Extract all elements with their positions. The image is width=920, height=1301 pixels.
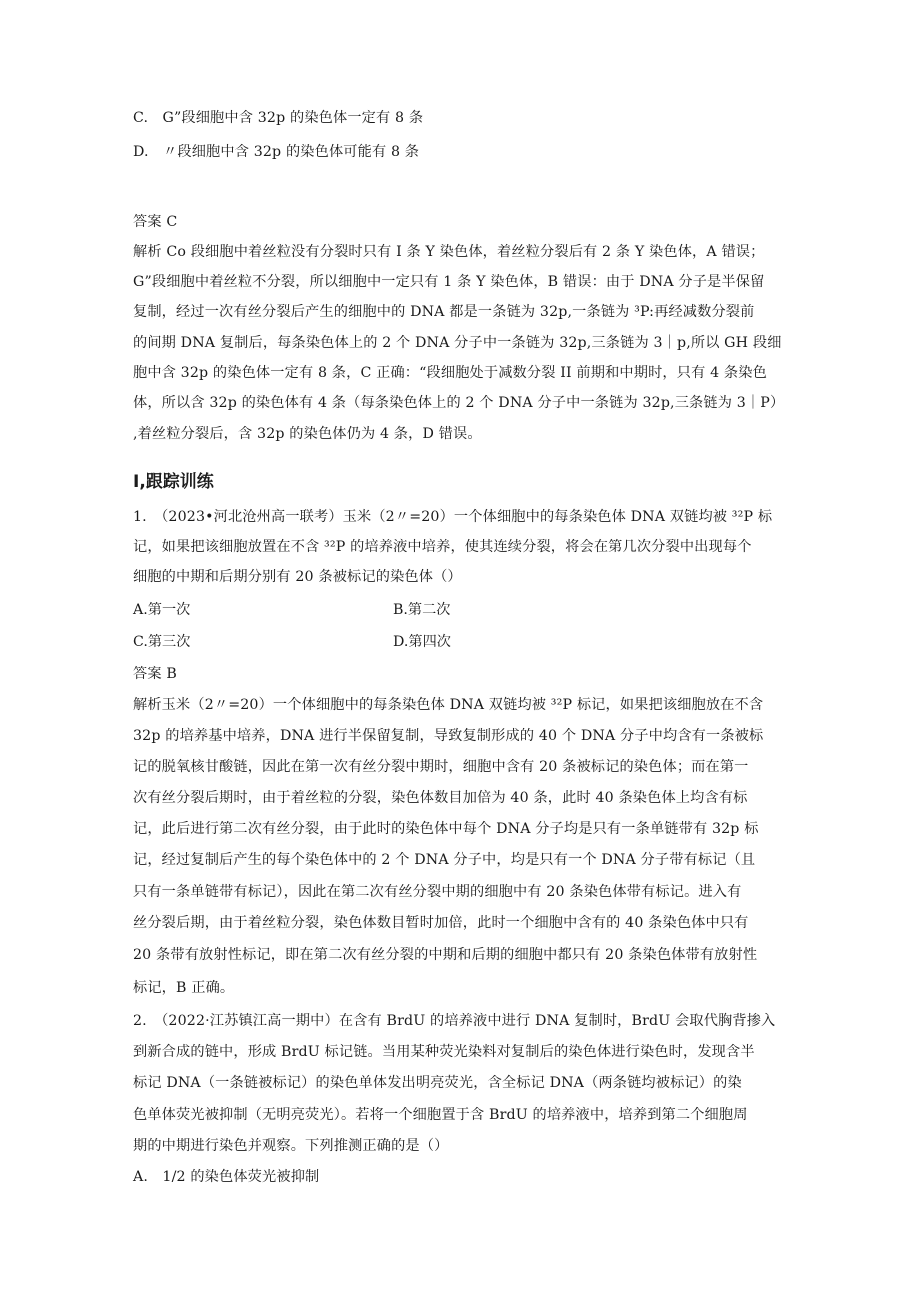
q2-stem-line: 期的中期进行染色并观察。下列推测正确的是（） [133,1138,449,1154]
q1-option-d: D.第四次 [393,634,451,650]
prev-analysis-line: G”段细胞中着丝粒不分裂，所以细胞中一定只有 1 条 Y 染色体，B 错误：由于 DNA 分子是半保留 [133,274,765,290]
q1-analysis-line: 记，经过复制后产生的每个染色体中的 2 个 DNA 分子中，均是只有一个 DNA 分子带有标记（且 [133,852,756,868]
q1-analysis-line: 次有丝分裂后期时，由于着丝粒的分裂，染色体数目加倍为 40 条，此时 40 条染色体上均含有标 [133,790,748,806]
q2-stem-line: 标记 DNA（一条链被标记）的染色单体发出明亮荧光，含全标记 DNA（两条链均被标记）的染 [133,1075,742,1091]
q2-stem-line: 色单体荧光被抑制（无明亮荧光）。若将一个细胞置于含 BrdU 的培养液中，培养到第二个细胞周 [133,1107,748,1123]
prev-analysis-line: 体，所以含 32p 的染色体有 4 条（每条染色体上的 2 个 DNA 分子中一条链为 32p,三条链为 3｜P） [133,395,785,411]
prev-analysis-line: 解析 Co 段细胞中着丝粒没有分裂时只有 I 条 Y 染色体，着丝粒分裂后有 2 条 Y 染色体，A 错误； [133,244,765,260]
q2-stem-line: 到新合成的链中，形成 BrdU 标记链。当用某种荧光染料对复制后的染色体进行染色时，发现含半 [133,1044,755,1060]
q1-answer: 答案 B [133,666,177,682]
q1-stem-line: 细胞的中期和后期分别有 20 条被标记的染色体（） [133,569,462,585]
q1-option-b: B.第二次 [393,602,451,618]
prev-option-d: D. 〃段细胞中含 32p 的染色体可能有 8 条 [133,144,420,160]
q1-analysis-line: 丝分裂后期，由于着丝粒分裂，染色体数目暂时加倍，此时一个细胞中含有的 40 条染色体中只有 [133,915,749,931]
q1-analysis-line: 记的脱氧核甘酸链，因此在第一次有丝分裂中期时，细胞中含有 20 条被标记的染色体；而在第一 [133,759,749,775]
q1-stem-line: 1. （2023•河北沧州高一联考）玉米（2〃=20）一个体细胞中的每条染色体 DNA 双链均被 ³²P 标 [133,509,773,525]
q1-analysis-line: 解析玉米（2〃=20）一个体细胞中的每条染色体 DNA 双链均被 ³²P 标记，如果把该细胞放在不含 [133,697,764,713]
prev-option-c: C. G”段细胞中含 32p 的染色体一定有 8 条 [133,110,424,126]
prev-analysis-line: 复制，经过一次有丝分裂后产生的细胞中的 DNA 都是一条链为 32p,一条链为 ³P:再经减数分裂前 [133,304,755,320]
q2-stem-line: 2. （2022·江苏镇江高一期中）在含有 BrdU 的培养液中进行 DNA 复制时，BrdU 会取代胸背掺入 [133,1013,776,1029]
q1-analysis-line: 32p 的培养基中培养，DNA 进行半保留复制，导致复制形成的 40 个 DNA 分子中均含有一条被标 [133,728,764,744]
section-title: I,跟踪训练 [133,472,214,492]
q1-option-c: C.第三次 [133,634,191,650]
q1-analysis-line: 标记，B 正确。 [133,980,235,996]
q2-option-a: A. 1/2 的染色体荧光被抑制 [133,1169,320,1185]
q1-stem-line: 记，如果把该细胞放置在不含 ³²P 的培养液中培养，使其连续分裂，将会在第几次分裂中出现每个 [133,539,752,555]
prev-analysis-line: 的间期 DNA 复制后，每条染色体上的 2 个 DNA 分子中一条链为 32p,三条链为 3｜p,所以 GH 段细 [133,335,782,351]
q1-option-a: A.第一次 [133,602,191,618]
q1-analysis-line: 只有一条单链带有标记），因此在第二次有丝分裂中期的细胞中有 20 条染色体带有标记。进入有 [133,884,742,900]
prev-analysis-line: ,着丝粒分裂后，含 32p 的染色体仍为 4 条，D 错误。 [133,426,482,442]
q1-analysis-line: 记，此后进行第二次有丝分裂，由于此时的染色体中每个 DNA 分子均是只有一条单链带有 32p 标 [133,821,759,837]
q1-analysis-line: 20 条带有放射性标记，即在第二次有丝分裂的中期和后期的细胞中都只有 20 条染色体带有放射性 [133,947,758,963]
prev-answer: 答案 C [133,214,178,230]
prev-analysis-line: 胞中含 32p 的染色体一定有 8 条，C 正确：“段细胞处于减数分裂 II 前期和中期时，只有 4 条染色 [133,365,767,381]
